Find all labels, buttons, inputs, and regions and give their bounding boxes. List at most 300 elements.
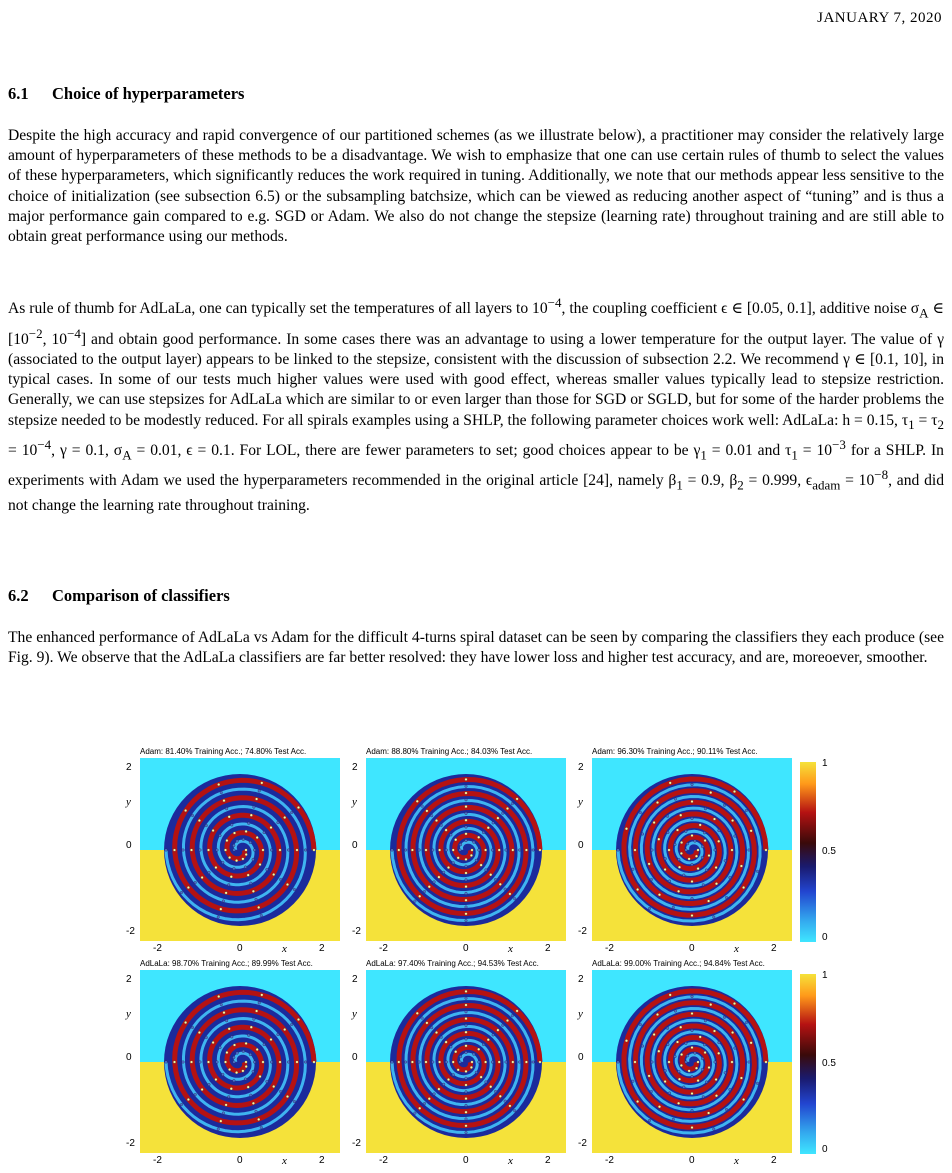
training-point <box>199 849 202 852</box>
training-point <box>286 1095 289 1098</box>
training-point <box>433 1093 436 1096</box>
training-point <box>471 849 474 852</box>
y-tick-label: -2 <box>126 1138 135 1149</box>
y-tick-label: 2 <box>126 974 132 985</box>
training-point <box>190 849 193 852</box>
training-point <box>425 1061 428 1064</box>
training-point <box>475 1071 478 1074</box>
section-number: 6.1 <box>8 84 29 103</box>
training-point <box>247 1034 250 1037</box>
training-point <box>525 849 528 852</box>
training-point <box>198 819 201 822</box>
training-point <box>482 831 485 834</box>
training-point <box>277 821 280 824</box>
training-point <box>765 849 768 852</box>
training-point <box>459 843 462 846</box>
training-point <box>697 849 700 852</box>
training-point <box>404 1061 407 1064</box>
training-point <box>465 839 468 842</box>
training-point <box>235 859 238 862</box>
training-point <box>691 1092 694 1095</box>
figure-9-classifier-grid <box>120 746 840 1166</box>
training-point <box>228 816 231 819</box>
training-point <box>694 840 697 843</box>
training-point <box>270 1038 273 1041</box>
training-point <box>715 1078 718 1081</box>
heatmap-svg <box>140 970 340 1153</box>
training-point <box>740 1077 743 1080</box>
training-point <box>465 865 468 868</box>
y-axis-label: y <box>578 796 583 808</box>
training-point <box>678 866 681 869</box>
training-point <box>215 1078 218 1081</box>
training-point <box>465 1017 468 1020</box>
training-point <box>233 844 236 847</box>
training-point <box>165 849 168 852</box>
colorbar <box>800 762 816 942</box>
training-point <box>256 836 259 839</box>
training-point <box>245 1065 248 1068</box>
training-point <box>418 895 421 898</box>
classifier-heatmap <box>592 970 792 1153</box>
classifier-heatmap <box>366 758 566 941</box>
training-point <box>252 1102 255 1105</box>
training-point <box>713 1030 716 1033</box>
x-tick-label: 0 <box>463 943 469 954</box>
training-point <box>440 824 443 827</box>
training-point <box>226 839 229 842</box>
training-point <box>676 829 679 832</box>
y-tick-label: 2 <box>578 762 584 773</box>
training-point <box>679 1026 682 1029</box>
training-point <box>697 867 700 870</box>
training-point <box>242 858 245 861</box>
training-point <box>173 1061 176 1064</box>
training-point <box>182 1061 185 1064</box>
panel-title: AdLaLa: 97.40% Training Acc.; 94.53% Test Acc. <box>366 958 566 970</box>
training-point <box>416 800 419 803</box>
section-title: Comparison of classifiers <box>52 586 230 605</box>
training-point <box>697 1079 700 1082</box>
training-point <box>257 1118 260 1121</box>
training-point <box>651 1061 654 1064</box>
training-point <box>233 1079 236 1082</box>
training-point <box>418 1107 421 1110</box>
training-point <box>636 888 639 891</box>
training-point <box>452 1061 455 1064</box>
training-point <box>745 809 748 812</box>
training-point <box>245 1061 248 1064</box>
training-point <box>222 1112 225 1115</box>
training-point <box>313 849 316 852</box>
training-point <box>433 881 436 884</box>
training-point <box>191 1026 194 1029</box>
training-point <box>454 1050 457 1053</box>
training-point <box>313 1061 316 1064</box>
training-point <box>680 1064 683 1067</box>
training-point <box>245 849 248 852</box>
training-point <box>691 995 694 998</box>
training-point <box>187 886 190 889</box>
training-point <box>740 865 743 868</box>
training-point <box>634 1061 637 1064</box>
training-point <box>233 867 236 870</box>
x-tick-label: 0 <box>237 943 243 954</box>
training-point <box>713 916 716 919</box>
classifier-panel <box>120 958 344 1173</box>
training-point <box>247 874 250 877</box>
training-point <box>418 1061 421 1064</box>
training-point <box>198 1031 201 1034</box>
training-point <box>699 1036 702 1039</box>
training-point <box>513 897 516 900</box>
training-point <box>625 827 628 830</box>
training-point <box>465 1051 468 1054</box>
training-point <box>694 1052 697 1055</box>
training-point <box>676 1041 679 1044</box>
training-point <box>636 1100 639 1103</box>
training-point <box>465 778 468 781</box>
training-point <box>478 849 481 852</box>
training-point <box>470 854 473 857</box>
training-point <box>228 856 231 859</box>
training-point <box>220 1003 223 1006</box>
training-point <box>465 1077 468 1080</box>
training-point <box>683 874 686 877</box>
training-point <box>658 1105 661 1108</box>
training-point <box>632 1080 635 1083</box>
training-point <box>465 885 468 888</box>
training-point <box>648 1075 651 1078</box>
training-point <box>703 1044 706 1047</box>
y-tick-label: 0 <box>578 1052 584 1063</box>
training-point <box>691 897 694 900</box>
training-point <box>227 884 230 887</box>
training-point <box>414 1112 417 1115</box>
training-point <box>674 1010 677 1013</box>
training-point <box>225 892 228 895</box>
training-point <box>686 843 689 846</box>
training-point <box>683 1086 686 1089</box>
training-point <box>242 1070 245 1073</box>
training-point <box>304 849 307 852</box>
panel-title: AdLaLa: 98.70% Training Acc.; 89.99% Test Acc. <box>140 958 340 970</box>
classifier-heatmap <box>140 758 340 941</box>
training-point <box>664 868 667 871</box>
training-point <box>260 914 263 917</box>
training-point <box>691 1029 694 1032</box>
training-point <box>435 819 438 822</box>
training-point <box>452 861 455 864</box>
training-point <box>217 783 220 786</box>
training-point <box>688 1070 691 1073</box>
training-point <box>249 1053 252 1056</box>
training-point <box>656 1013 659 1016</box>
training-point <box>680 841 683 844</box>
training-point <box>465 997 468 1000</box>
training-point <box>678 858 681 861</box>
training-point <box>253 1061 256 1064</box>
training-point <box>287 849 290 852</box>
training-point <box>713 1128 716 1131</box>
section-heading-6-1 <box>8 84 244 104</box>
classifier-panel <box>572 958 796 1173</box>
training-point <box>651 849 654 852</box>
training-point <box>445 1041 448 1044</box>
training-point <box>489 873 492 876</box>
training-point <box>250 814 253 817</box>
training-point <box>685 1061 688 1064</box>
training-point <box>233 849 236 852</box>
training-point <box>255 1010 258 1013</box>
training-point <box>465 812 468 815</box>
training-point <box>497 1029 500 1032</box>
training-point <box>465 1070 468 1073</box>
training-point <box>708 854 711 857</box>
training-point <box>272 873 275 876</box>
training-point <box>699 824 702 827</box>
training-point <box>220 1120 223 1123</box>
training-point <box>674 798 677 801</box>
training-point <box>277 1033 280 1036</box>
training-point <box>742 1098 745 1101</box>
training-point <box>704 1051 707 1054</box>
training-point <box>674 1055 677 1058</box>
training-point <box>184 809 187 812</box>
y-axis-label: y <box>578 1008 583 1020</box>
training-point <box>465 805 468 808</box>
training-point <box>283 816 286 819</box>
training-point <box>634 849 637 852</box>
training-point <box>259 1075 262 1078</box>
training-point <box>487 1038 490 1041</box>
heatmap-svg <box>592 758 792 941</box>
x-tick-label: 2 <box>319 1155 325 1166</box>
training-point <box>438 849 441 852</box>
training-point <box>411 1061 414 1064</box>
training-point <box>270 826 273 829</box>
classifier-heatmap <box>366 970 566 1153</box>
training-point <box>465 1004 468 1007</box>
training-point <box>704 839 707 842</box>
training-point <box>428 885 431 888</box>
training-point <box>465 1084 468 1087</box>
training-point <box>672 1118 675 1121</box>
training-point <box>447 866 450 869</box>
training-point <box>180 891 183 894</box>
training-point <box>516 1010 519 1013</box>
colorbar-tick-label: 1 <box>822 970 828 981</box>
training-point <box>465 879 468 882</box>
training-point <box>765 1061 768 1064</box>
training-point <box>421 1017 424 1020</box>
training-point <box>465 1024 468 1027</box>
training-point <box>715 1094 718 1097</box>
training-point <box>731 819 734 822</box>
paragraph-1-text: Despite the high accuracy and rapid convergence of our partitioned schemes (as we illustrate below), a practitioner may consider the relatively large amount of hyperparameters of these methods to be a disadvantage. We wish to emphasize that one can use certain rules of thumb to select the values of these hyperparameters, which significantly reduces the work required in tuning. Additionally, we note that our methods appear less sensitive to the choice of initialization (see subsection 6.5) or the subsampling batchsize, which can be viewed as reducing another aspect of “tuning” and is thus a major performance gain compared to e.g. SGD or Adam. We also do not change the stepsize (learning rate) throughout training and are still able to obtain great performance using our methods. <box>8 127 944 246</box>
training-point <box>236 1052 239 1055</box>
training-point <box>438 1088 441 1091</box>
training-point <box>650 1090 653 1093</box>
training-point <box>505 1061 508 1064</box>
training-point <box>639 811 642 814</box>
training-point <box>173 849 176 852</box>
x-axis-label: x <box>282 1155 287 1167</box>
x-tick-label: 2 <box>771 943 777 954</box>
training-point <box>734 835 737 838</box>
y-tick-label: 0 <box>126 840 132 851</box>
colorbar-tick-label: 0 <box>822 1144 828 1155</box>
training-point <box>445 829 448 832</box>
training-point <box>501 1024 504 1027</box>
training-point <box>442 871 445 874</box>
training-point <box>677 890 680 893</box>
training-point <box>733 790 736 793</box>
training-point <box>525 1061 528 1064</box>
training-point <box>680 852 683 855</box>
paragraph-3-text: The enhanced performance of AdLaLa vs Adam for the difficult 4-turns spiral dataset can be seen by comparing the classifiers they each produce (see Fig. 9). We observe that the AdLaLa classifiers are far better resolved: they have lower loss and higher test accuracy, and are, moreoever, smoother. <box>8 629 944 667</box>
training-point <box>668 1061 671 1064</box>
colorbar-tick-label: 0 <box>822 932 828 943</box>
training-point <box>658 1050 661 1053</box>
x-tick-label: -2 <box>379 1155 388 1166</box>
training-point <box>227 1096 230 1099</box>
training-point <box>729 1088 732 1091</box>
training-point <box>511 1014 514 1017</box>
training-point <box>180 1103 183 1106</box>
training-point <box>506 1019 509 1022</box>
training-point <box>263 831 266 834</box>
training-point <box>465 1097 468 1100</box>
training-point <box>187 1098 190 1101</box>
training-point <box>688 858 691 861</box>
training-point <box>255 798 258 801</box>
x-axis-label: x <box>508 1155 513 1167</box>
training-point <box>250 1094 253 1097</box>
training-point <box>717 1052 720 1055</box>
training-point <box>518 1061 521 1064</box>
training-point <box>207 849 210 852</box>
training-point <box>506 807 509 810</box>
training-point <box>658 838 661 841</box>
training-point <box>244 1078 247 1081</box>
training-point <box>252 1070 255 1073</box>
training-point <box>297 1018 300 1021</box>
x-tick-label: 0 <box>689 1155 695 1166</box>
training-point <box>212 1041 215 1044</box>
training-point <box>230 1087 233 1090</box>
training-point <box>224 849 227 852</box>
training-point <box>701 856 704 859</box>
training-point <box>497 817 500 820</box>
training-point <box>691 834 694 837</box>
training-point <box>219 1046 222 1049</box>
training-point <box>262 849 265 852</box>
training-point <box>432 1061 435 1064</box>
training-point <box>648 1119 651 1122</box>
training-point <box>249 841 252 844</box>
training-point <box>247 822 250 825</box>
training-point <box>224 1061 227 1064</box>
training-point <box>465 906 468 909</box>
training-point <box>465 826 468 829</box>
training-point <box>459 849 462 852</box>
x-tick-label: 0 <box>689 943 695 954</box>
training-point <box>220 908 223 911</box>
paragraph-2 <box>8 293 944 516</box>
training-point <box>617 849 620 852</box>
training-point <box>498 849 501 852</box>
training-point <box>748 1061 751 1064</box>
training-point <box>296 1061 299 1064</box>
training-point <box>459 1055 462 1058</box>
training-point <box>748 849 751 852</box>
training-point <box>704 807 707 810</box>
training-point <box>445 849 448 852</box>
y-axis-label: y <box>126 1008 131 1020</box>
training-point <box>225 807 228 810</box>
paragraph-1 <box>8 126 944 247</box>
training-point <box>217 995 220 998</box>
training-point <box>250 1026 253 1029</box>
training-point <box>236 840 239 843</box>
training-point <box>194 1093 197 1096</box>
training-point <box>465 1125 468 1128</box>
training-point <box>691 800 694 803</box>
training-point <box>217 916 220 919</box>
training-point <box>664 857 667 860</box>
training-point <box>465 990 468 993</box>
training-point <box>641 1045 644 1048</box>
training-point <box>208 1083 211 1086</box>
colorbar <box>800 974 816 1154</box>
training-point <box>492 822 495 825</box>
training-point <box>465 1045 468 1048</box>
training-point <box>440 1036 443 1039</box>
training-point <box>695 1067 698 1070</box>
training-point <box>658 893 661 896</box>
training-point <box>296 849 299 852</box>
training-point <box>262 1061 265 1064</box>
training-point <box>494 1090 497 1093</box>
training-point <box>691 1109 694 1112</box>
training-point <box>216 849 219 852</box>
training-point <box>704 1019 707 1022</box>
x-tick-label: 2 <box>771 1155 777 1166</box>
classifier-panel <box>346 746 570 961</box>
training-point <box>691 1012 694 1015</box>
training-point <box>245 830 248 833</box>
training-point <box>501 812 504 815</box>
training-point <box>293 888 296 891</box>
training-point <box>235 1071 238 1074</box>
training-point <box>223 799 226 802</box>
training-point <box>482 1043 485 1046</box>
training-point <box>438 876 441 879</box>
training-point <box>518 849 521 852</box>
header-date-text: JANUARY 7, 2020 <box>817 10 942 26</box>
training-point <box>423 890 426 893</box>
training-point <box>708 1066 711 1069</box>
training-point <box>465 1104 468 1107</box>
training-point <box>480 864 483 867</box>
training-point <box>207 1061 210 1064</box>
training-point <box>750 830 753 833</box>
training-point <box>484 1061 487 1064</box>
training-point <box>723 1016 726 1019</box>
training-point <box>539 849 542 852</box>
training-point <box>465 858 468 861</box>
